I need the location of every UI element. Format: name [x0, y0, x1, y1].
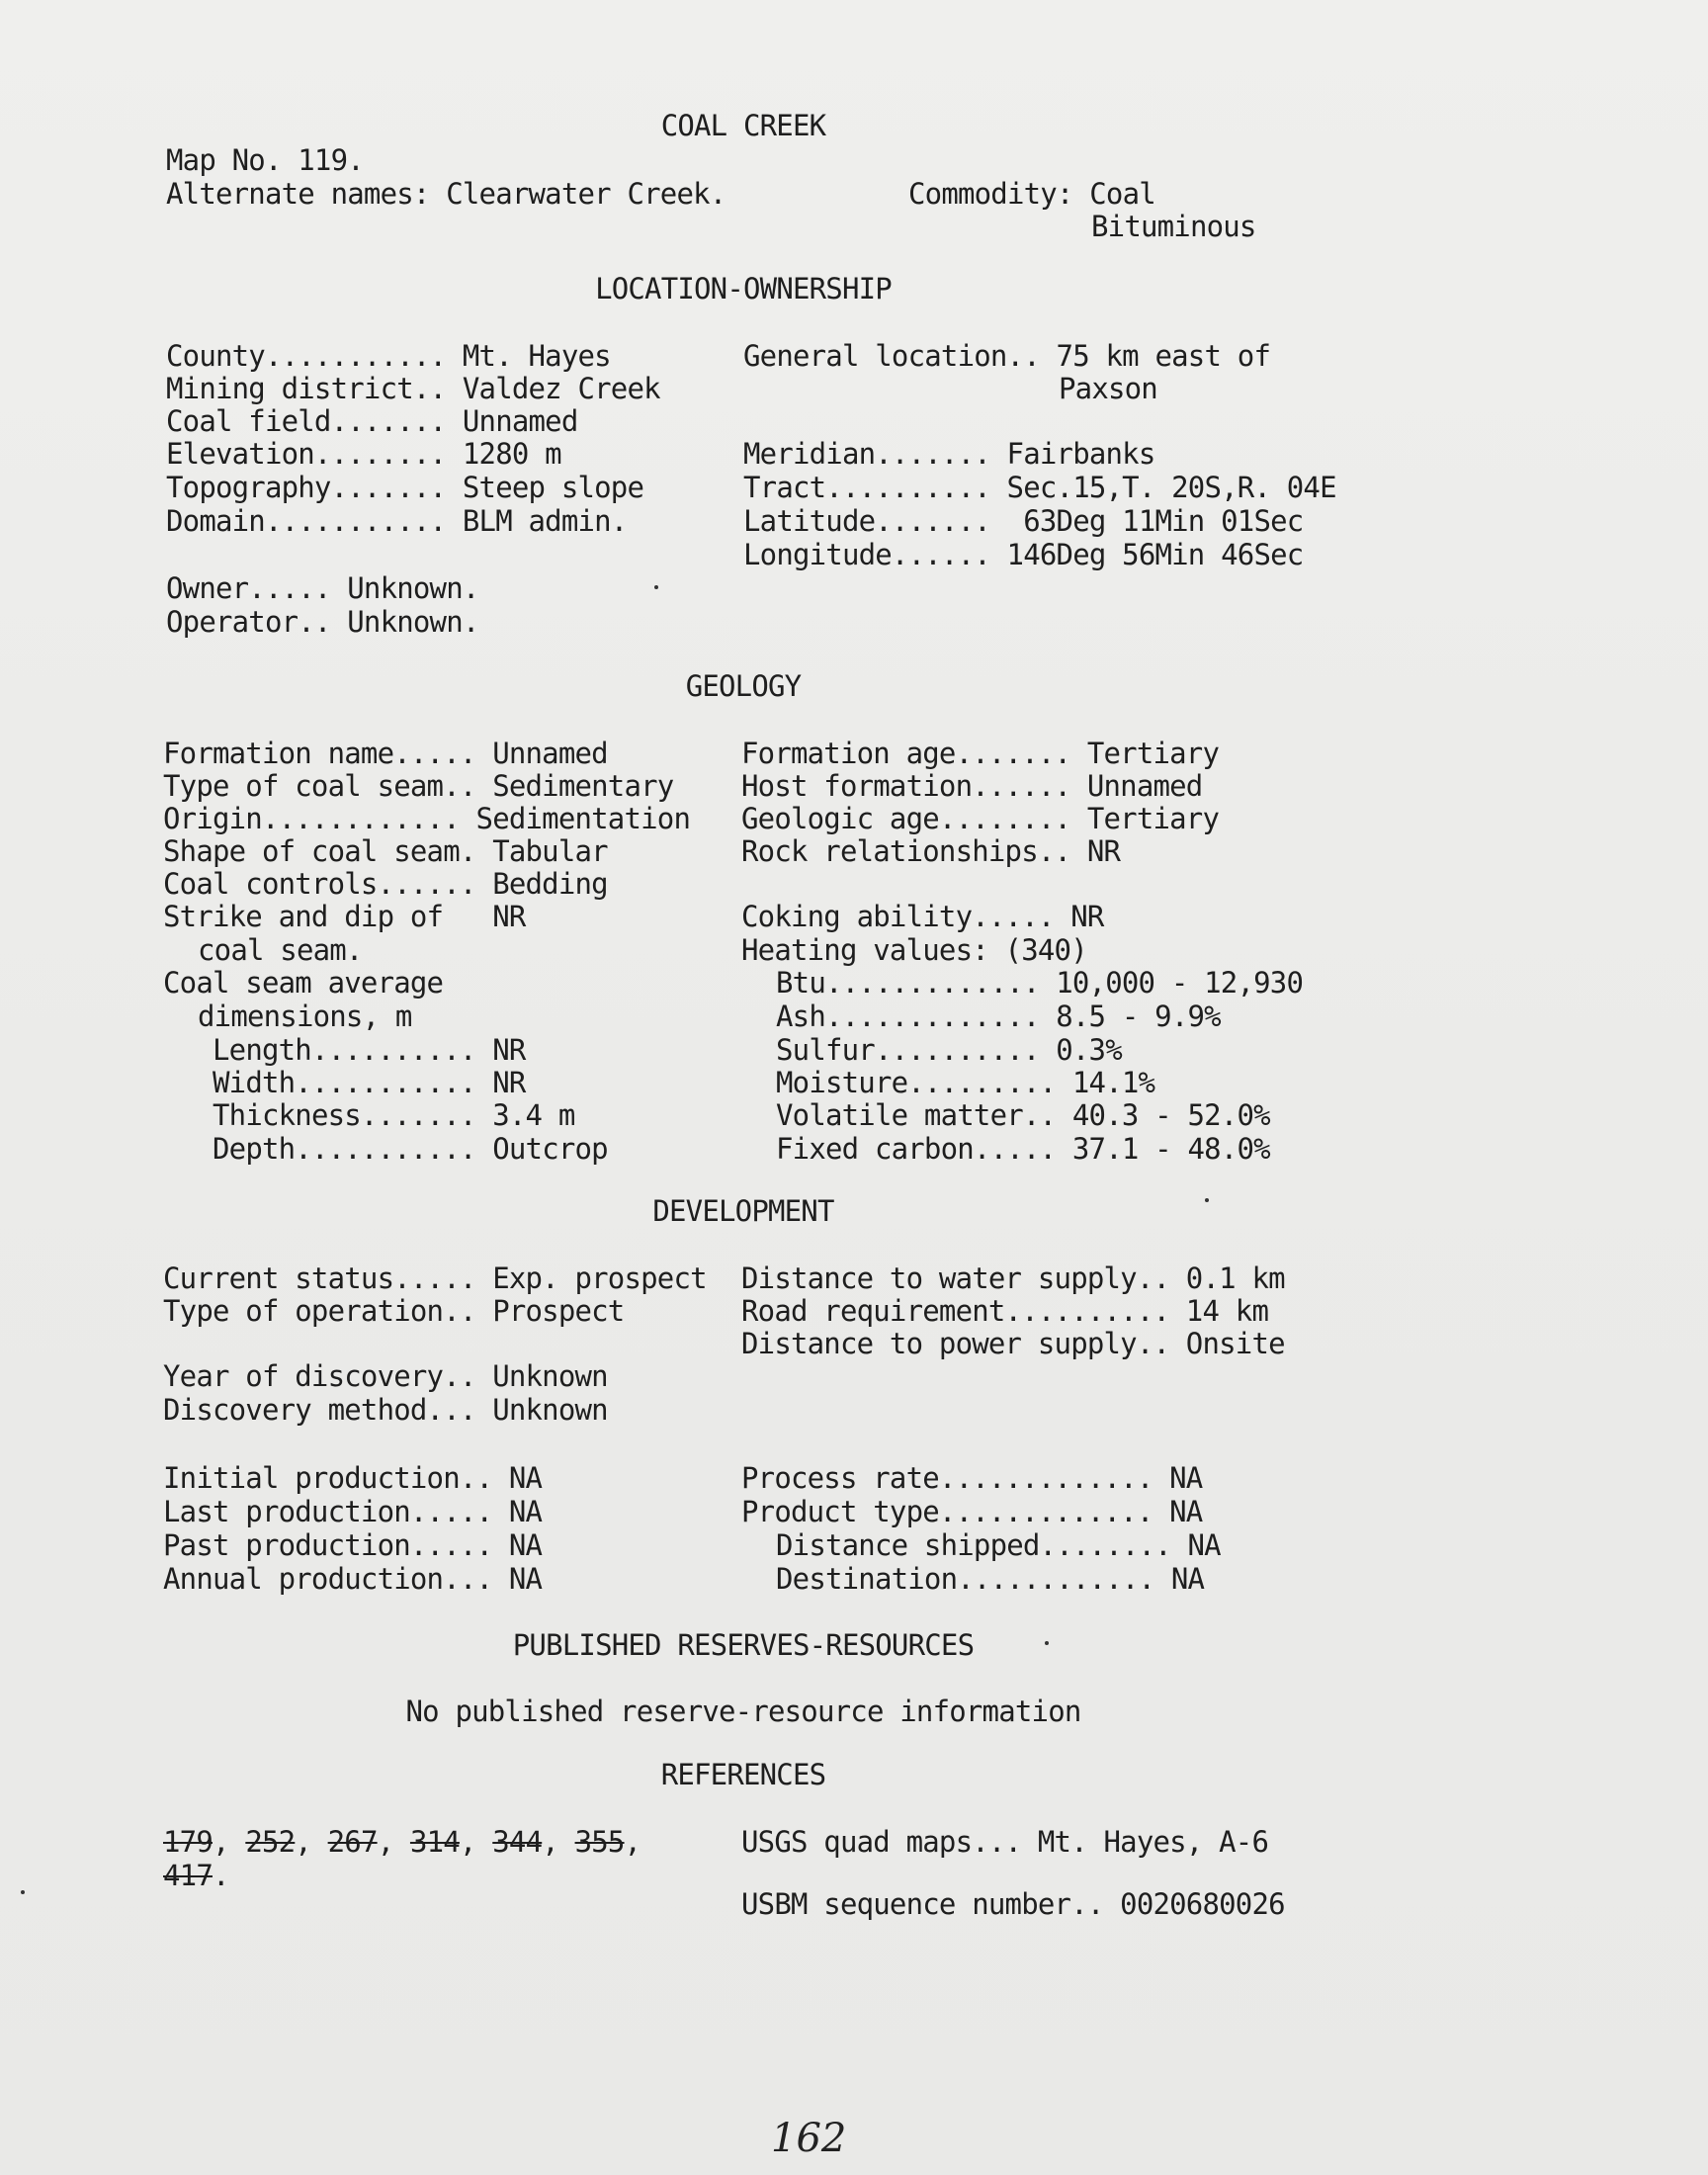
meridian: Meridian....... Fairbanks: [743, 437, 1155, 471]
strike-and-dip: Strike and dip of NR: [163, 900, 526, 933]
dimensions-unit: dimensions, m: [198, 1000, 412, 1033]
coal-field: Coal field....... Unnamed: [166, 404, 578, 438]
annual-production: Annual production... NA: [163, 1562, 543, 1596]
distance-to-water: Distance to water supply.. 0.1 km: [741, 1262, 1285, 1295]
scan-speck: [21, 1890, 25, 1894]
commodity: Commodity: Coal: [908, 177, 1155, 211]
document-title: COAL CREEK: [660, 109, 826, 142]
owner: Owner..... Unknown.: [166, 571, 479, 605]
road-requirement: Road requirement.......... 14 km: [741, 1294, 1269, 1328]
reference-355: 355: [574, 1825, 625, 1859]
coal-seam-average: Coal seam average: [163, 966, 444, 1000]
reference-267: 267: [327, 1825, 378, 1859]
seam-depth: Depth........... Outcrop: [213, 1132, 608, 1166]
volatile-matter: Volatile matter.. 40.3 - 52.0%: [776, 1098, 1270, 1132]
shape-of-coal-seam: Shape of coal seam. Tabular: [163, 834, 608, 868]
past-production: Past production..... NA: [163, 1528, 543, 1562]
section-heading-geology: GEOLOGY: [685, 669, 802, 703]
latitude: Latitude....... 63Deg 11Min 01Sec: [743, 504, 1304, 538]
handwritten-page-number: 162: [771, 2116, 847, 2161]
section-heading-development: DEVELOPMENT: [652, 1194, 834, 1228]
alternate-names: Alternate names: Clearwater Creek.: [166, 177, 726, 211]
formation-name: Formation name..... Unnamed: [163, 737, 608, 770]
type-of-operation: Type of operation.. Prospect: [163, 1294, 625, 1328]
formation-age: Formation age....... Tertiary: [741, 737, 1220, 770]
longitude: Longitude...... 146Deg 56Min 46Sec: [743, 538, 1304, 571]
initial-production: Initial production.. NA: [163, 1461, 543, 1495]
moisture: Moisture......... 14.1%: [776, 1066, 1155, 1099]
seam-length: Length.......... NR: [213, 1033, 526, 1067]
reference-417: 417: [163, 1859, 213, 1892]
scan-speck: [654, 585, 658, 589]
sulfur: Sulfur.......... 0.3%: [776, 1033, 1122, 1067]
distance-to-power: Distance to power supply.. Onsite: [741, 1327, 1285, 1360]
operator: Operator.. Unknown.: [166, 605, 479, 639]
section-heading-reserves: PUBLISHED RESERVES-RESOURCES: [512, 1628, 975, 1662]
section-heading-references: REFERENCES: [660, 1758, 826, 1791]
seam-thickness: Thickness....... 3.4 m: [213, 1098, 575, 1132]
scan-speck: [1205, 1198, 1209, 1202]
reference-numbers: 179, 252, 267, 314, 344, 355,: [163, 1825, 641, 1859]
coking-ability: Coking ability..... NR: [741, 900, 1104, 933]
coal-controls: Coal controls...... Bedding: [163, 867, 608, 901]
usbm-sequence-number: USBM sequence number.. 0020680026: [741, 1887, 1285, 1921]
last-production: Last production..... NA: [163, 1495, 543, 1528]
btu: Btu............. 10,000 - 12,930: [776, 966, 1304, 1000]
reference-314: 314: [409, 1825, 460, 1859]
section-heading-location: LOCATION-OWNERSHIP: [595, 272, 892, 305]
land-domain: Domain........... BLM admin.: [166, 504, 628, 538]
county: County........... Mt. Hayes: [166, 339, 611, 373]
destination: Destination............ NA: [776, 1562, 1205, 1596]
scan-speck: [1045, 1641, 1049, 1645]
seam-width: Width........... NR: [213, 1066, 526, 1099]
topography: Topography....... Steep slope: [166, 471, 644, 504]
current-status: Current status..... Exp. prospect: [163, 1262, 707, 1295]
product-type: Product type............. NA: [741, 1495, 1203, 1528]
general-location-cont: Paxson: [1059, 372, 1157, 405]
ash: Ash............. 8.5 - 9.9%: [776, 1000, 1221, 1033]
geologic-age: Geologic age........ Tertiary: [741, 802, 1220, 835]
heating-values: Heating values: (340): [741, 933, 1087, 967]
fixed-carbon: Fixed carbon..... 37.1 - 48.0%: [776, 1132, 1270, 1166]
type-of-coal-seam: Type of coal seam.. Sedimentary: [163, 769, 674, 803]
origin: Origin............ Sedimentation: [163, 802, 691, 835]
year-of-discovery: Year of discovery.. Unknown: [163, 1359, 608, 1393]
tract: Tract.......... Sec.15,T. 20S,R. 04E: [743, 471, 1336, 504]
mining-district: Mining district.. Valdez Creek: [166, 372, 660, 405]
general-location: General location.. 75 km east of: [743, 339, 1271, 373]
rock-relationships: Rock relationships.. NR: [741, 834, 1121, 868]
reference-252: 252: [245, 1825, 296, 1859]
elevation: Elevation........ 1280 m: [166, 437, 561, 471]
usgs-quad-maps: USGS quad maps... Mt. Hayes, A-6: [741, 1825, 1269, 1859]
reserves-statement: No published reserve-resource information: [405, 1695, 1081, 1728]
reference-179: 179: [163, 1825, 213, 1859]
reference-numbers-cont: 417.: [163, 1859, 229, 1892]
host-formation: Host formation...... Unnamed: [741, 769, 1203, 803]
distance-shipped: Distance shipped........ NA: [776, 1528, 1221, 1562]
discovery-method: Discovery method... Unknown: [163, 1393, 608, 1427]
reference-344: 344: [492, 1825, 543, 1859]
map-number: Map No. 119.: [166, 143, 364, 177]
process-rate: Process rate............. NA: [741, 1461, 1203, 1495]
commodity-type: Bituminous: [1091, 210, 1256, 243]
strike-and-dip-cont: coal seam.: [198, 933, 363, 967]
